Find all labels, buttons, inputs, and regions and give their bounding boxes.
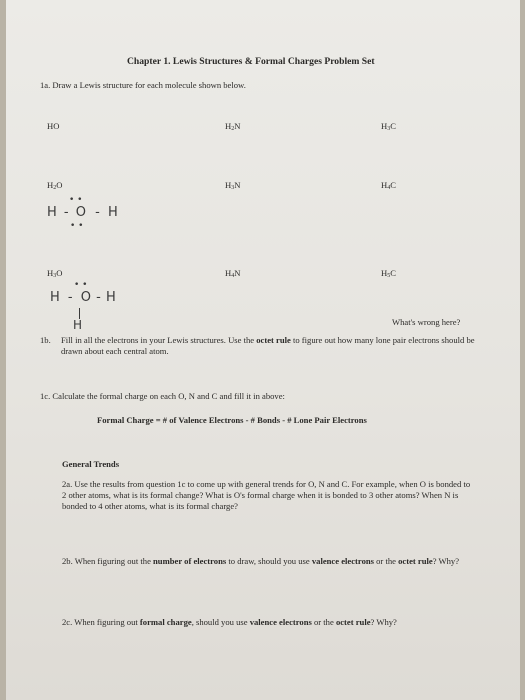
question-2b: 2b. When figuring out the number of electrons to draw, should you use valence electrons or the octet rule? Why? bbox=[62, 556, 460, 566]
question-1b: 1b. Fill in all the electrons in your Lewis structures. Use the octet rule to figure out how many lone pair electrons should be drawn about each central atom. bbox=[40, 335, 475, 356]
lone-pair-top-dots: • • bbox=[69, 195, 83, 205]
molecule-h3n: $H_3N$ bbox=[225, 180, 241, 191]
lone-pair-bottom-dots: • • bbox=[70, 221, 84, 231]
handwritten-h3o-structure: H - O - H bbox=[50, 290, 117, 305]
formal-charge-formula: Formal Charge = # of Valence Electrons - # Bonds - # Lone Pair Electrons bbox=[97, 415, 367, 425]
page-title: Chapter 1. Lewis Structures & Formal Charges Problem Set bbox=[127, 56, 375, 67]
molecule-ho: HO bbox=[47, 121, 60, 131]
handwritten-h2o-structure: H - O - H bbox=[47, 205, 119, 220]
question-1a: 1a. Draw a Lewis structure for each molecule shown below. bbox=[40, 80, 246, 90]
molecule-h5c: $H_5C$ bbox=[381, 268, 396, 279]
molecule-h2n: $H_2N$ bbox=[225, 121, 241, 132]
lone-pair-dots: • • bbox=[74, 280, 88, 290]
question-2a: 2a. Use the results from question 1c to come up with general trends for O, N and C. For example, when O is bonded to 2 other atoms, what is its formal change? What is O's formal charge when it is bonded to 3 other atoms? When N is bonded to 4 other atoms, what is its formal charge? bbox=[62, 479, 471, 511]
handwritten-bottom-h: H bbox=[73, 318, 83, 332]
question-1c: 1c. Calculate the formal charge on each O, N and C and fill it in above: bbox=[40, 391, 285, 401]
general-trends-heading: General Trends bbox=[62, 459, 120, 469]
molecule-h2o: $H_2O$ bbox=[47, 180, 63, 191]
whats-wrong-label: What's wrong here? bbox=[392, 317, 461, 327]
worksheet-page bbox=[6, 0, 520, 700]
molecule-h4n: $H_4N$ bbox=[225, 268, 241, 279]
question-2c: 2c. When figuring out formal charge, should you use valence electrons or the octet rule? Why? bbox=[62, 617, 397, 627]
molecule-h4c: $H_4C$ bbox=[381, 180, 396, 191]
molecule-h3o: $H_3O$ bbox=[47, 268, 63, 279]
molecule-h3c: $H_3C$ bbox=[381, 121, 396, 132]
